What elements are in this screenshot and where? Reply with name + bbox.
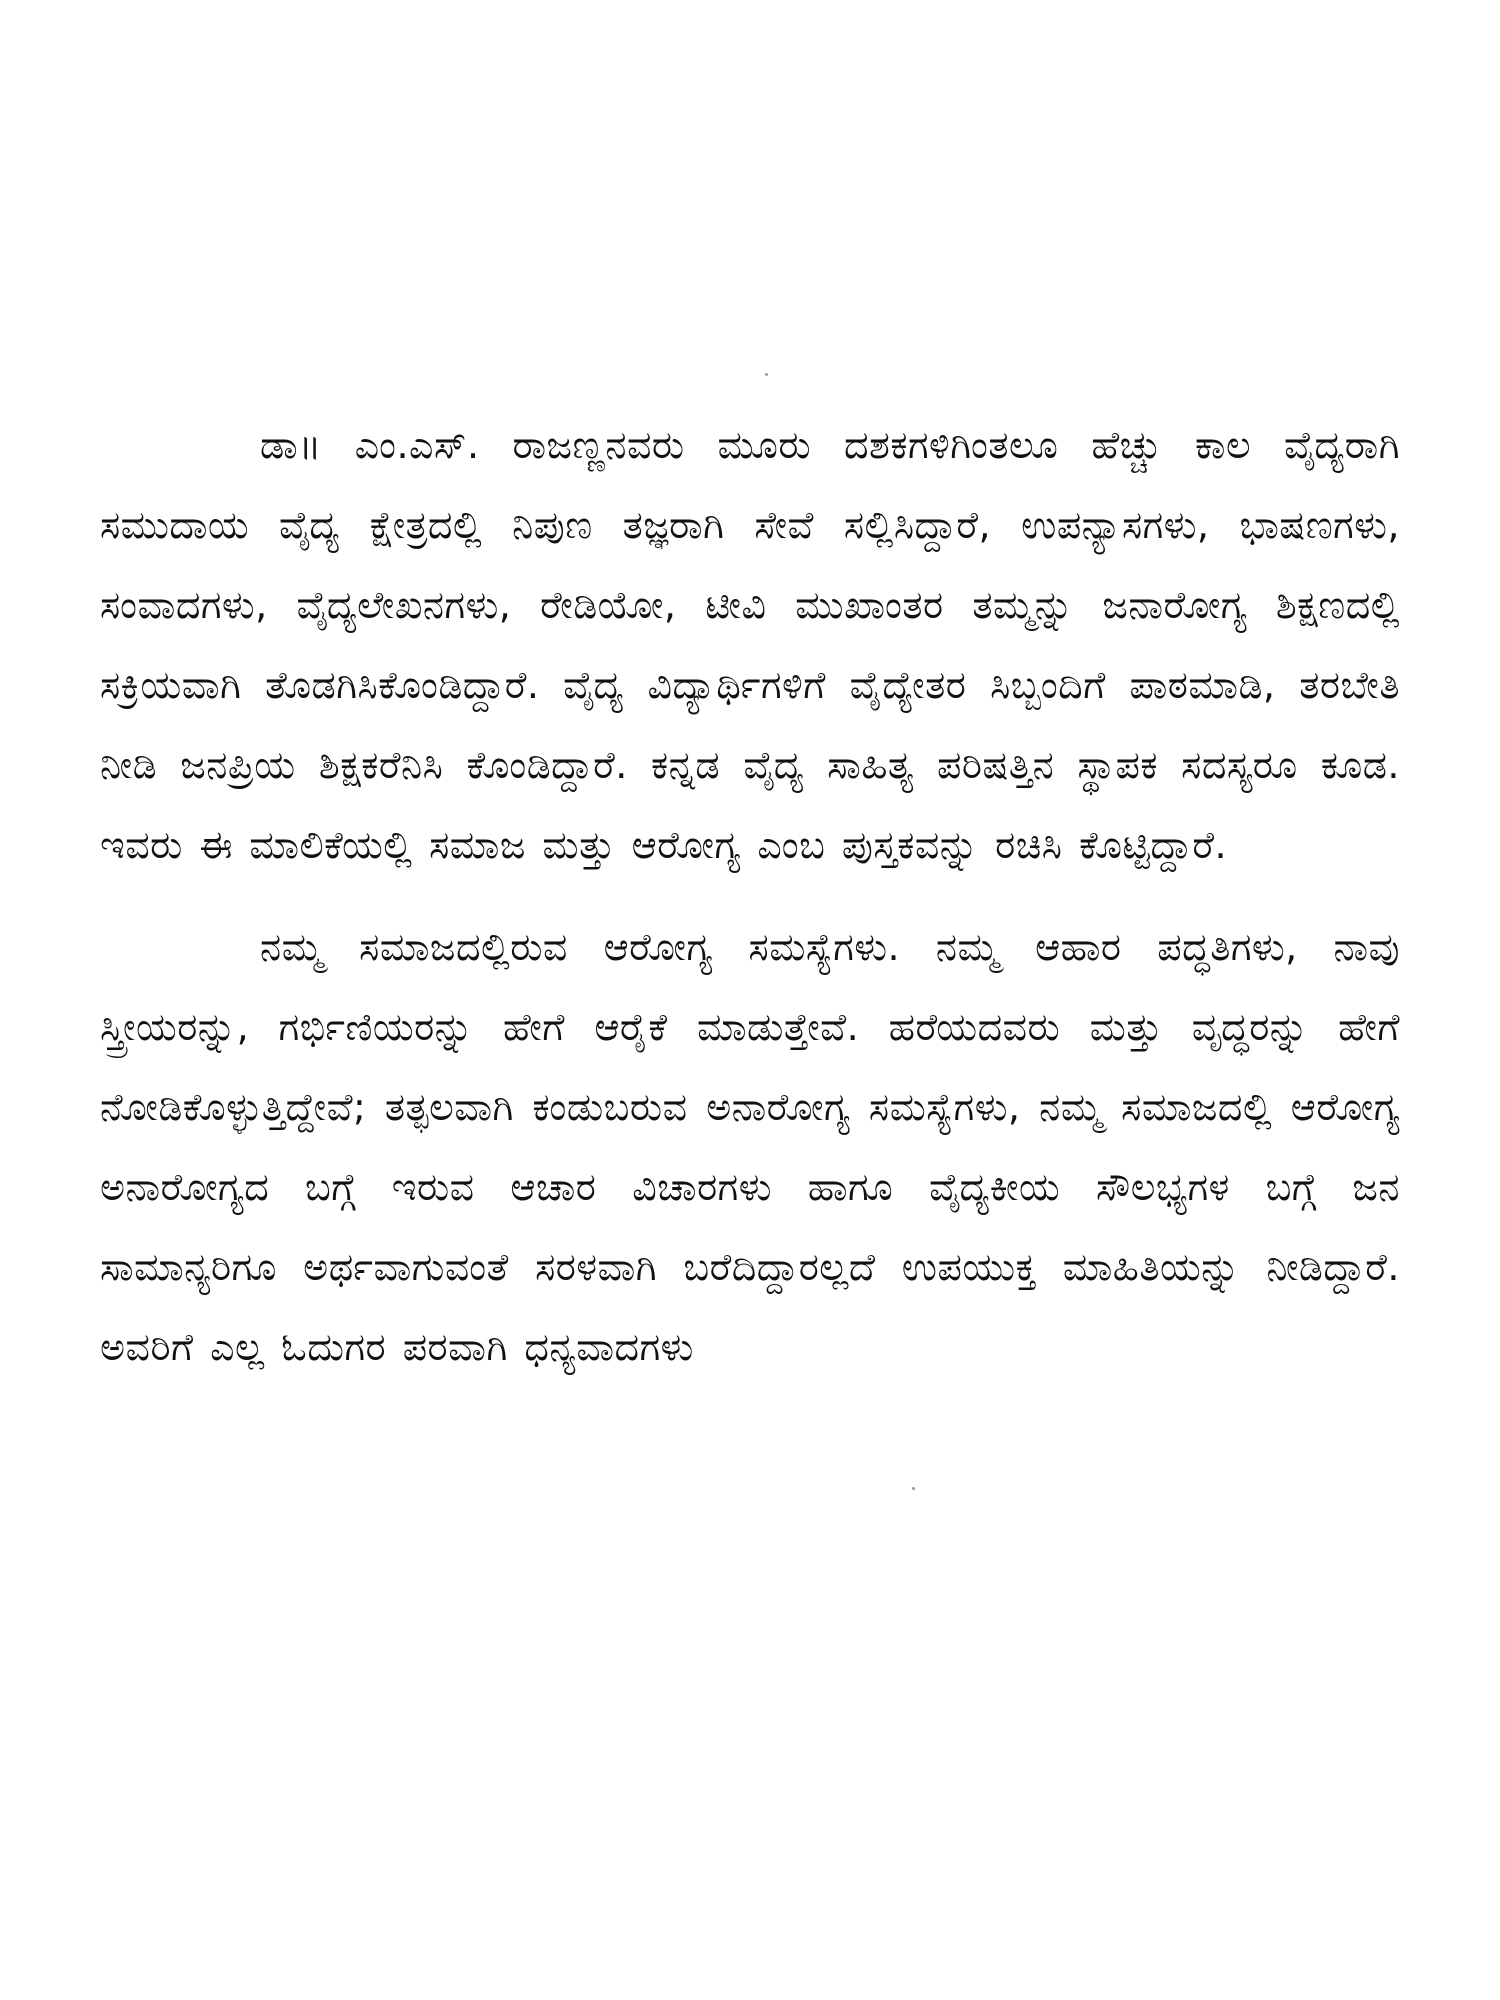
document-body [100,405,1400,1387]
paragraph-book-summary: ನಮ್ಮ ಸಮಾಜದಲ್ಲಿರುವ ಆರೋಗ್ಯ ಸಮಸ್ಯೆಗಳು. ನಮ್ಮ ಆಹಾರ ಪದ್ಧತಿಗಳು, ನಾವು ಸ್ತ್ರೀಯರನ್ನು, ಗರ್ಭಿಣಿಯರನ್ನು ಹೇಗೆ ಆರೈಕೆ ಮಾಡುತ್ತೇವೆ. ಹರೆಯದವರು ಮತ್ತು ವೃದ್ಧರನ್ನು ಹೇಗೆ ನೋಡಿಕೊಳ್ಳುತ್ತಿದ್ದೇವೆ; ತತ್ಫಲವಾಗಿ ಕಂಡುಬರುವ ಅನಾರೋಗ್ಯ ಸಮಸ್ಯೆಗಳು, ನಮ್ಮ ಸಮಾಜದಲ್ಲಿ ಆರೋಗ್ಯ ಅನಾರೋಗ್ಯದ ಬಗ್ಗೆ ಇರುವ ಆಚಾರ ವಿಚಾರಗಳು ಹಾಗೂ ವೈದ್ಯಕೀಯ ಸೌಲಭ್ಯಗಳ ಬಗ್ಗೆ ಜನ ಸಾಮಾನ್ಯರಿಗೂ ಅರ್ಥವಾಗುವಂತೆ ಸರಳವಾಗಿ ಬರೆದಿದ್ದಾರಲ್ಲದೆ ಉಪಯುಕ್ತ ಮಾಹಿತಿಯನ್ನು ನೀಡಿದ್ದಾರೆ. ಅವರಿಗೆ ಎಲ್ಲ ಓದುಗರ ಪರವಾಗಿ ಧನ್ಯವಾದಗಳು [100,925,1400,1369]
scan-speck [765,373,768,376]
paragraph-author-intro: ಡಾ॥ ಎಂ.ಎಸ್. ರಾಜಣ್ಣನವರು ಮೂರು ದಶಕಗಳಿಗಿಂತಲೂ ಹೆಚ್ಚು ಕಾಲ ವೈದ್ಯರಾಗಿ ಸಮುದಾಯ ವೈದ್ಯ ಕ್ಷೇತ್ರದಲ್ಲಿ ನಿಪುಣ ತಜ್ಞರಾಗಿ ಸೇವೆ ಸಲ್ಲಿಸಿದ್ದಾರೆ, ಉಪನ್ಯಾಸಗಳು, ಭಾಷಣಗಳು, ಸಂವಾದಗಳು, ವೈದ್ಯಲೇಖನಗಳು, ರೇಡಿಯೋ, ಟೀವಿ ಮುಖಾಂತರ ತಮ್ಮನ್ನು ಜನಾರೋಗ್ಯ ಶಿಕ್ಷಣದಲ್ಲಿ ಸಕ್ರಿಯವಾಗಿ ತೊಡಗಿಸಿಕೊಂಡಿದ್ದಾರೆ. ವೈದ್ಯ ವಿದ್ಯಾರ್ಥಿಗಳಿಗೆ ವೈದ್ಯೇತರ ಸಿಬ್ಬಂದಿಗೆ ಪಾಠಮಾಡಿ, ತರಬೇತಿ ನೀಡಿ ಜನಪ್ರಿಯ ಶಿಕ್ಷಕರೆನಿಸಿ ಕೊಂಡಿದ್ದಾರೆ. ಕನ್ನಡ ವೈದ್ಯ ಸಾಹಿತ್ಯ ಪರಿಷತ್ತಿನ ಸ್ಥಾಪಕ ಸದಸ್ಯರೂ ಕೂಡ. ಇವರು ಈ ಮಾಲಿಕೆಯಲ್ಲಿ ಸಮಾಜ ಮತ್ತು ಆರೋಗ್ಯ ಎಂಬ ಪುಸ್ತಕವನ್ನು ರಚಿಸಿ ಕೊಟ್ಟಿದ್ದಾರೆ. [100,423,1400,867]
scan-speck [912,1487,915,1490]
